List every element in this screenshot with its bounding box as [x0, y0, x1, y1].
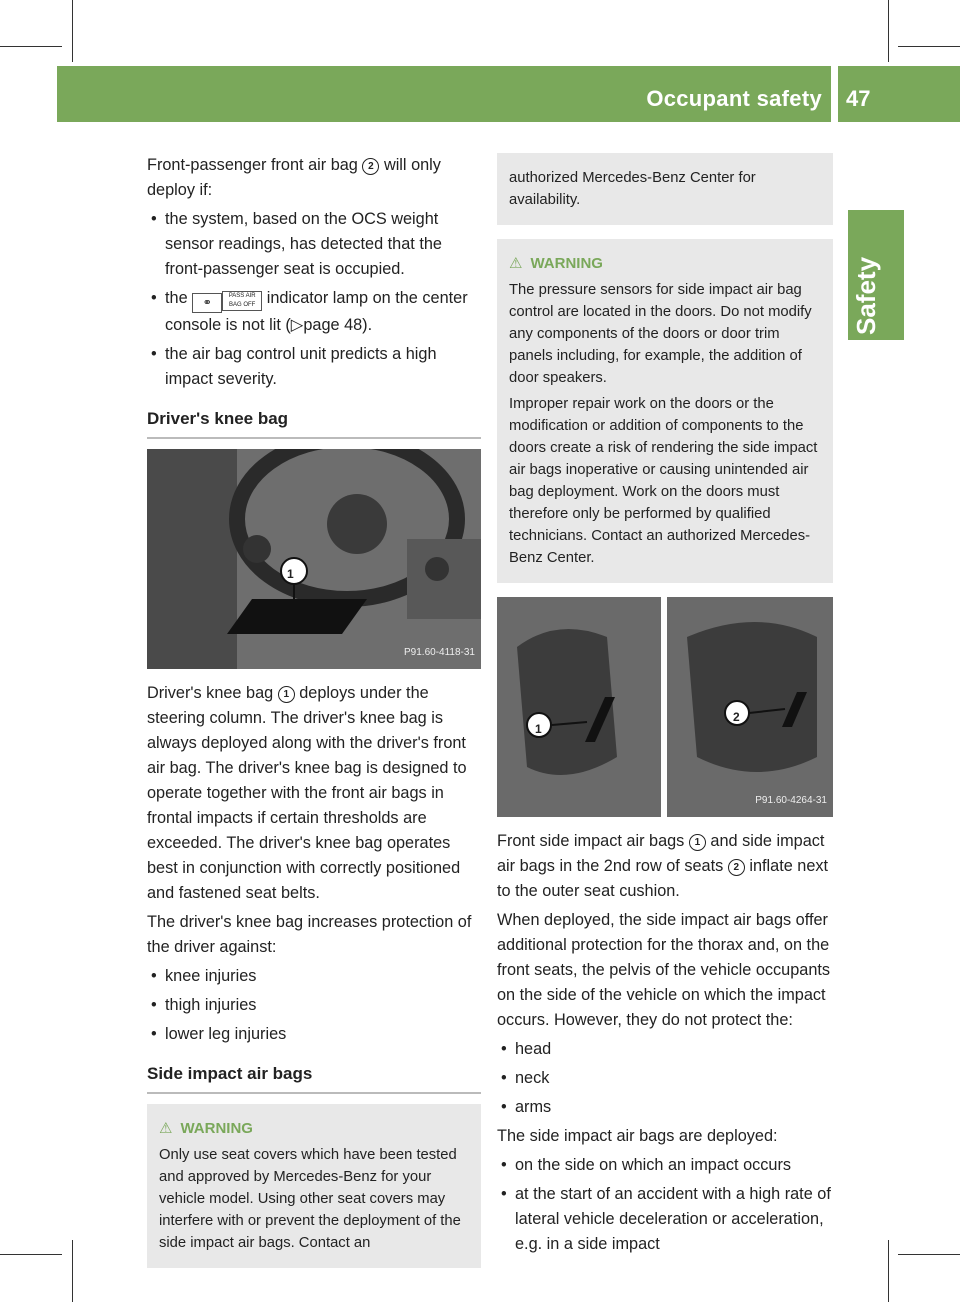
callout-1: 1	[278, 686, 295, 703]
crop-mark	[72, 1240, 73, 1302]
list-item: • on the side on which an impact occurs	[497, 1153, 833, 1178]
list-item: • lower leg injuries	[147, 1022, 481, 1047]
knee-paragraph-2: The driver's knee bag increases protection of the driver against:	[147, 913, 472, 956]
photo-code: P91.60-4264-31	[755, 795, 827, 806]
heading-side-impact: Side impact air bags	[147, 1061, 481, 1094]
heading-knee-bag: Driver's knee bag	[147, 406, 481, 439]
side-paragraph-3: The side impact air bags are deployed:	[497, 1127, 778, 1145]
crop-mark	[888, 1240, 889, 1302]
warning-paragraph-1: The pressure sensors for side impact air bag control are located in the doors. Do not modify any components of the doors or door trim panels including, for example, the addition of door speakers.	[509, 282, 812, 386]
right-column	[497, 153, 833, 1261]
deploy-list	[497, 1153, 833, 1257]
warning-header: ⚠ WARNING	[509, 253, 821, 275]
warning-paragraph-2: Improper repair work on the doors or the modification or addition of components to the doors create a risk of rendering the side impact air bags inoperative or causing unintended air bag deployment. Work on the doors must therefore only be performed by qualified technicians. Contact an authorized Mercedes-Benz Center.	[509, 396, 818, 566]
warning-triangle-icon: ⚠	[159, 1120, 173, 1137]
not-protected-list	[497, 1037, 833, 1120]
photo-code: P91.60-4118-31	[404, 647, 475, 658]
knee-callout: 1	[287, 567, 294, 581]
list-item: • at the start of an accident with a high rate of lateral vehicle deceleration or acceleration, e.g. in a side impact	[497, 1182, 833, 1257]
list-item: • neck	[497, 1066, 833, 1091]
intro-paragraph	[147, 153, 481, 203]
warning-continuation	[497, 153, 833, 225]
crop-mark	[898, 1254, 960, 1255]
crop-mark	[888, 0, 889, 62]
knee-paragraph-1: Driver's knee bag 1 deploys under the steering column. The driver's knee bag is always deployed along with the driver's front air bag. The driver's knee bag is designed to operate together with the front air bags in frontal impacts if certain thresholds are exceeded. The driver's knee bag operates best in conjunction with correctly positioned and fastened seat belts.	[147, 684, 467, 902]
warning-box-right	[497, 239, 833, 583]
list-item: • the system, based on the OCS weight sensor readings, has detected that the front-passenger seat is occupied.	[147, 207, 481, 282]
side-tab-label: Safety	[851, 256, 881, 335]
warning-triangle-icon: ⚠	[509, 255, 523, 272]
side-airbag-illustration	[497, 597, 833, 817]
list-item: • the air bag control unit predicts a high impact severity.	[147, 342, 481, 392]
crop-mark	[898, 46, 960, 47]
list-item: • knee injuries	[147, 964, 481, 989]
knee-bag-illustration	[147, 449, 481, 669]
continuation-text: authorized Mercedes-Benz Center for availability.	[509, 170, 756, 208]
crop-mark	[0, 46, 62, 47]
left-column	[147, 153, 481, 1268]
knee-bag-photo	[147, 449, 481, 669]
seat-callout-2: 2	[733, 710, 740, 724]
seat-callout-1: 1	[535, 722, 542, 736]
list-item: • the ⚭PASS AIR BAG OFF indicator lamp on the center console is not lit (▷page 48).	[147, 286, 481, 338]
warning-header: ⚠ WARNING	[159, 1118, 469, 1140]
warning-box-left	[147, 1104, 481, 1268]
callout-1: 1	[689, 834, 706, 851]
pass-airbag-off-icon: PASS AIR BAG OFF	[222, 291, 262, 311]
crop-mark	[72, 0, 73, 62]
knee-protection-list	[147, 964, 481, 1047]
callout-2: 2	[728, 859, 745, 876]
page-ref-arrow-icon: ▷	[290, 316, 304, 334]
page-number: 47	[846, 86, 871, 111]
list-item: • head	[497, 1037, 833, 1062]
side-paragraph-2: When deployed, the side impact air bags offer additional protection for the thorax and, on the front seats, the pelvis of the vehicle occupants on the side of the vehicle on which the impact occurs. However, they do not protect the:	[497, 911, 831, 1029]
passenger-airbag-icon: ⚭	[192, 293, 222, 313]
list-item: • arms	[497, 1095, 833, 1120]
side-paragraph-1: Front side impact air bags 1 and side impact air bags in the 2nd row of seats 2 inflate next to the outer seat cushion.	[497, 832, 829, 900]
crop-mark	[0, 1254, 62, 1255]
seat-photo	[497, 597, 833, 817]
list-item: • thigh injuries	[147, 993, 481, 1018]
intro-text: Front-passenger front air bag	[147, 156, 358, 174]
intro-rest: will only deploy if:	[147, 156, 441, 199]
deploy-conditions	[147, 207, 481, 392]
section-title: Occupant safety	[646, 86, 822, 111]
callout-2: 2	[362, 158, 379, 175]
warning-text: Only use seat covers which have been tested and approved by Mercedes-Benz for your vehicle model. Using other seat covers may interfere with or prevent the deployment of the side impact air bags. Contact an	[159, 1147, 461, 1251]
